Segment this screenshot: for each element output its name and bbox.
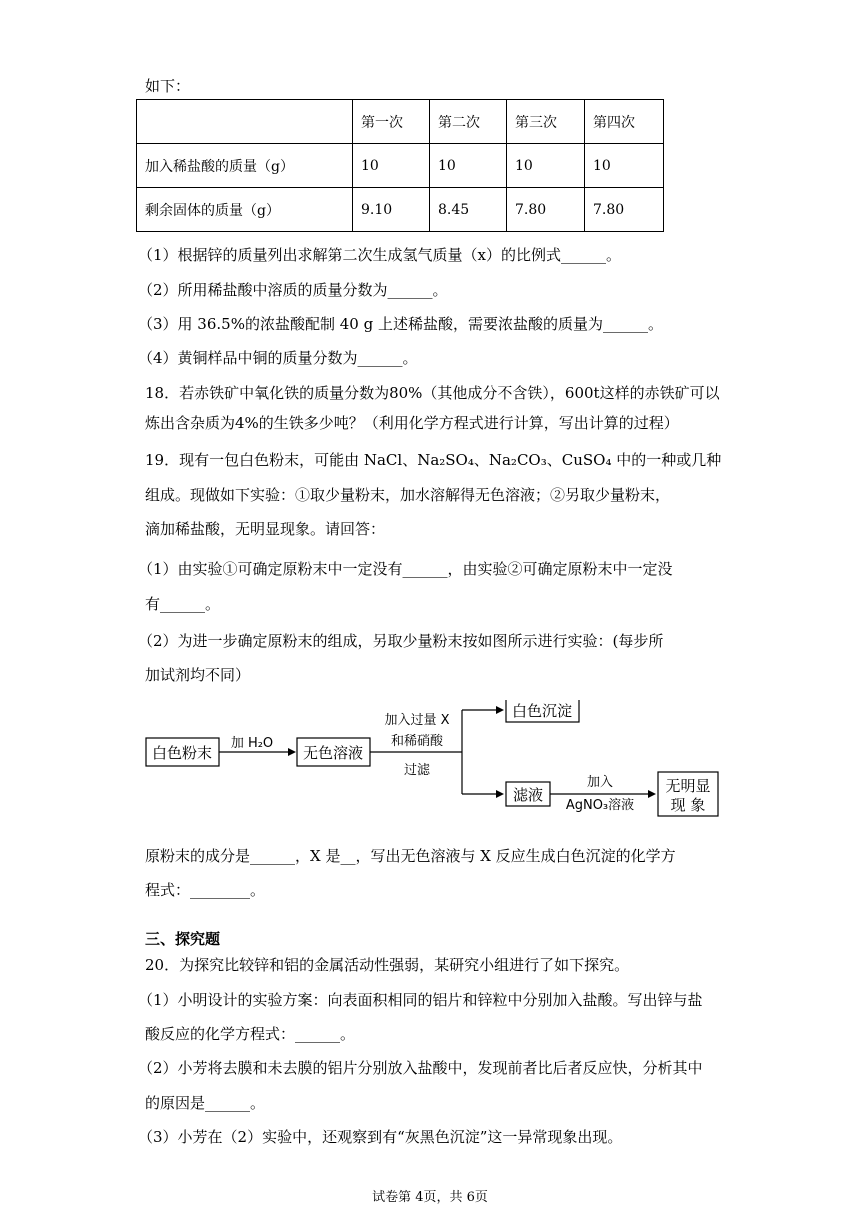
table-cell: 9.10 <box>353 188 430 232</box>
table-header-cell: 第二次 <box>430 100 507 144</box>
q20-part2-line1: （2）小芳将去膜和未去膜的铝片分别放入盐酸中，发现前者比后者反应快，分析其中 <box>138 1059 703 1077</box>
q19-part1-line2: 有______。 <box>145 595 221 613</box>
table-header-cell: 第三次 <box>507 100 585 144</box>
flow-powder-label: 白色粉末 <box>151 744 213 762</box>
flow-precipitate-label: 白色沉淀 <box>511 702 573 720</box>
q19-line2: 组成。现做如下实验：①取少量粉末，加水溶解得无色溶液；②另取少量粉末， <box>145 486 671 504</box>
flow-filtrate-label: 滤液 <box>512 786 544 804</box>
q20-part3-line1: （3）小芳在（2）实验中，还观察到有“灰黑色沉淀”这一异常现象出现。 <box>138 1128 623 1146</box>
table-cell: 10 <box>585 144 664 188</box>
table-cell: 8.45 <box>430 188 507 232</box>
q19-line1: 19．现有一包白色粉末，可能由 NaCl、Na₂SO₄、Na₂CO₃、CuSO₄ 中的一种或几种 <box>145 451 722 469</box>
flow-reagent-label-2: 和稀硝酸 <box>390 734 444 749</box>
section-title: 三、探究题 <box>145 930 221 948</box>
q19-part2-line1: （2）为进一步确定原粉末的组成，另取少量粉末按如图所示进行实验：(每步所 <box>138 632 664 650</box>
flow-filter-label: 过滤 <box>403 763 431 778</box>
flow-no-change-label-2: 现 象 <box>670 796 706 814</box>
table-cell: 7.80 <box>507 188 585 232</box>
flow-no-change-label: 无明显 <box>665 777 711 795</box>
flow-add-water-label: 加 H₂O <box>230 736 274 751</box>
table-header-cell: 第四次 <box>585 100 664 144</box>
table-row <box>137 188 664 232</box>
table-cell: 10 <box>353 144 430 188</box>
table-cell: 剩余固体的质量（g） <box>137 188 353 232</box>
intro-text: 如下： <box>145 77 191 95</box>
flow-colorless-label: 无色溶液 <box>302 744 364 762</box>
q19-part1-line1: （1）由实验①可确定原粉末中一定没有______，由实验②可确定原粉末中一定没 <box>138 560 673 578</box>
q19-answer-line1: 原粉末的成分是______，X 是__，写出无色溶液与 X 反应生成白色沉淀的化学方 <box>145 847 676 865</box>
q17-part4: （4）黄铜样品中铜的质量分数为______。 <box>138 349 418 367</box>
page-footer: 试卷第 4页，共 6页 <box>372 1190 488 1205</box>
flow-reagent-label: 加入过量 X <box>384 713 450 728</box>
q20-line1: 20．为探究比较锌和铝的金属活动性强弱，某研究小组进行了如下探究。 <box>145 956 630 974</box>
table-header-cell <box>137 100 353 144</box>
q20-part1-line2: 酸反应的化学方程式：______。 <box>145 1025 356 1043</box>
flow-add-label: 加入 <box>586 775 614 790</box>
experiment-flowchart <box>140 700 730 825</box>
q19-answer-line2: 程式：________。 <box>145 881 266 899</box>
q19-part2-line2: 加试剂均不同） <box>145 666 251 684</box>
q18-line2: 炼出含杂质为4%的生铁多少吨？（利用化学方程式进行计算，写出计算的过程） <box>145 414 679 432</box>
flow-agno3-label: AgNO₃溶液 <box>565 798 635 813</box>
q17-part1: （1）根据锌的质量列出求解第二次生成氢气质量（x）的比例式______。 <box>138 246 622 264</box>
table-row <box>137 144 664 188</box>
table-cell: 7.80 <box>585 188 664 232</box>
q19-line3: 滴加稀盐酸，无明显现象。请回答： <box>145 520 386 538</box>
q18-line1: 18．若赤铁矿中氧化铁的质量分数为80%（其他成分不含铁），600t这样的赤铁矿可以 <box>145 384 720 402</box>
data-table <box>136 99 664 232</box>
q20-part2-line2: 的原因是______。 <box>145 1094 266 1112</box>
table-cell: 加入稀盐酸的质量（g） <box>137 144 353 188</box>
table-cell: 10 <box>430 144 507 188</box>
table-header-row <box>137 100 664 144</box>
q17-part2: （2）所用稀盐酸中溶质的质量分数为______。 <box>138 281 448 299</box>
table-cell: 10 <box>507 144 585 188</box>
q17-part3: （3）用 36.5%的浓盐酸配制 40 g 上述稀盐酸，需要浓盐酸的质量为______。 <box>138 315 663 333</box>
q20-part1-line1: （1）小明设计的实验方案：向表面积相同的铝片和锌粒中分别加入盐酸。写出锌与盐 <box>138 991 703 1009</box>
table-header-cell: 第一次 <box>353 100 430 144</box>
